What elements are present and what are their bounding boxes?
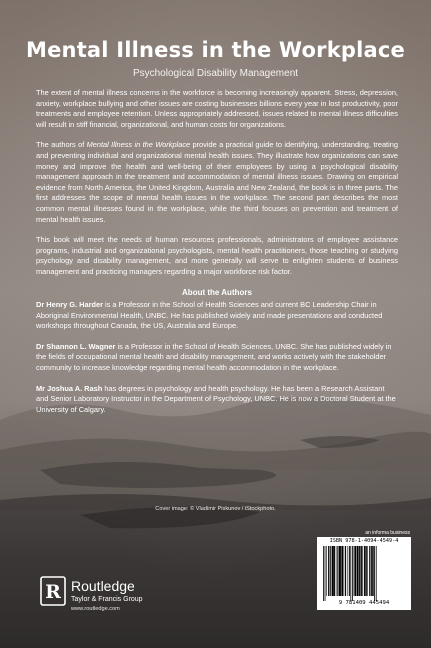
blurb-paragraph-2-lead: The authors of: [36, 140, 87, 150]
isbn-label: ISBN 978-1-4094-4549-4: [329, 538, 399, 544]
barcode-digits: 9 781409 445494: [338, 600, 390, 606]
isbn-barcode: [317, 537, 411, 610]
author-bio-3: [36, 384, 398, 416]
author-text-2: is a Professor in the School of Health Sciences, UNBC. She has published widely in the fields of occupational mental health and disability management, and works actively with the stakeholder community to increase knowledge regarding mental health accommodation in the workplace.: [36, 341, 392, 373]
book-subtitle: Psychological Disability Management: [132, 68, 299, 79]
cover-image-credit: Cover image: © Vladimir Piskunov / iStockphoto.: [155, 506, 276, 512]
book-title: Mental Illness in the Workplace: [26, 38, 405, 62]
about-authors-heading: About the Authors: [182, 287, 252, 297]
blurb: [36, 88, 398, 425]
author-bio-1: [36, 300, 398, 332]
blurb-paragraph-2-rest: provide a practical guide to identifying, understanding, treating and preventing individual and organizational mental health issues. They illustrate how organizations can save money and improve the health and well-being of their employees by using a psychological disability management approach in the treatment and accommodation of mental illness issues. Drawing on empirical evidence from North America, the United Kingdom, Australia and New Zealand, the book is in three parts. The first addresses the scope of mental health issues in the workplace. The second part describes the most common mental illnesses found in the workplace, while the third focuses on prevention and treatment of mental health issues.: [36, 140, 398, 224]
author-text-1: is a Professor in the School of Health Sciences and current BC Leadership Chair in Aboriginal Environmental Health, UNBC. He has published widely and made presentations and conducted workshops throughout Canada, the US, Australia and Europe.: [36, 300, 383, 331]
routledge-logo-icon: [40, 576, 66, 606]
author-name-1: Dr Henry G. Harder: [36, 300, 103, 310]
author-text-3: has degrees in psychology and health psychology. He has been a Research Assistant and Senior Laboratory Instructor in the Department of Psychology, UNBC. He is now a Doctoral Student at the University of Calgary.: [36, 383, 396, 414]
publisher-url: www.routledge.com: [71, 606, 120, 612]
author-name-2: Dr Shannon L. Wagner: [36, 341, 116, 351]
logo-letter: R: [45, 581, 61, 603]
book-title-inline: Mental Illness in the Workplace: [86, 140, 191, 150]
author-name-3: Mr Joshua A. Rash: [36, 383, 103, 393]
blurb-paragraph-2: [36, 140, 398, 225]
publisher-group: Taylor & Francis Group: [71, 596, 143, 603]
informa-tagline: an informa business: [365, 530, 410, 536]
publisher-name: Routledge: [71, 578, 135, 594]
blurb-paragraph-3: This book will meet the needs of human resources professionals, administrators of employee assistance programs, industrial and organizational psychologists, mental health practitioners, those teaching or studying psychology and disability management, and more generally will serve to enlighten students of business management and practicing managers regarding a major workforce risk factor.: [36, 235, 398, 276]
author-bio-2: [36, 342, 398, 374]
blurb-paragraph-1: The extent of mental illness concerns in the workforce is becoming increasingly apparent. Stress, depression, anxiety, workplace bullying and other issues are costing businesses billions every year in lost productivity, poor treatments and employee retention. Unless appropriately addressed, issues related to mental illness difficulties will result in stiff financial, organizational, and human costs for organizations.: [36, 88, 398, 129]
